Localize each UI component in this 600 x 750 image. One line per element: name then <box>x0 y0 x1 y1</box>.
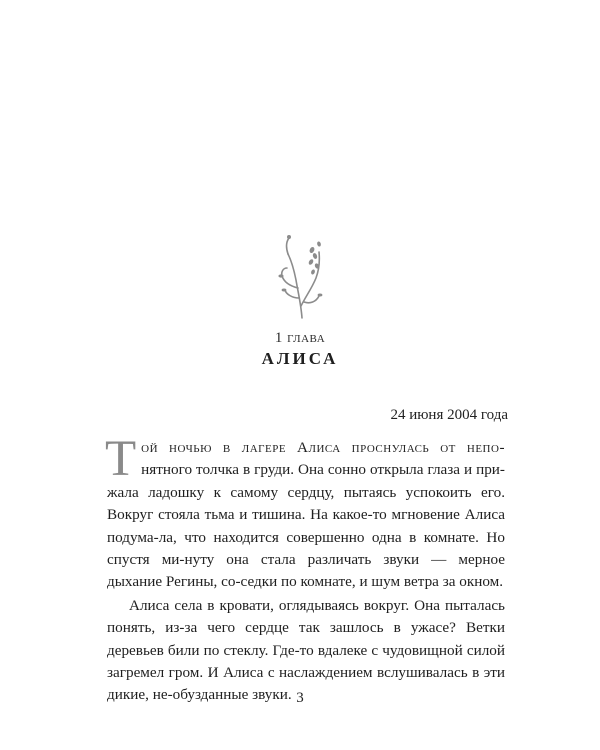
chapter-date: 24 июня 2004 года <box>390 407 508 423</box>
chapter-number: 1 глава <box>274 330 326 346</box>
opening-smallcaps: ой ночью в лагере Алиса проснулась от непо- <box>141 439 505 456</box>
paragraph-second: Алиса села в кровати, оглядываясь вокруг. Она пыталась понять, из-за чего сердце так зашлось в ужасе? Ветки деревьев били по стеклу. Где-то вдалеке с чудовищной силой загремел гром. И Алиса с наслаждением вслушивалась в эти дикие, не-обузданные звуки. <box>107 596 505 704</box>
chapter-body <box>105 431 505 707</box>
flower-sprig-icon <box>268 232 332 320</box>
drop-cap: Т <box>105 431 137 487</box>
paragraph-first-text: нятного толчка в груди. Она сонно открыла глаза и при-жала ладошку к самому сердцу, пытаясь успокоить его. Вокруг стояла тьма и тишина. На какое-то мгновение Алиса подума-ла, что находится совершенно одна в комнате. Но спустя ми-нуту она стала различать звуки — мерное дыхание Регины, со-седки по комнате, и шум ветра за окном. <box>107 461 505 591</box>
paragraph-first <box>105 431 505 594</box>
page-number: 3 <box>296 690 304 706</box>
chapter-title: АЛИСА <box>261 349 339 368</box>
